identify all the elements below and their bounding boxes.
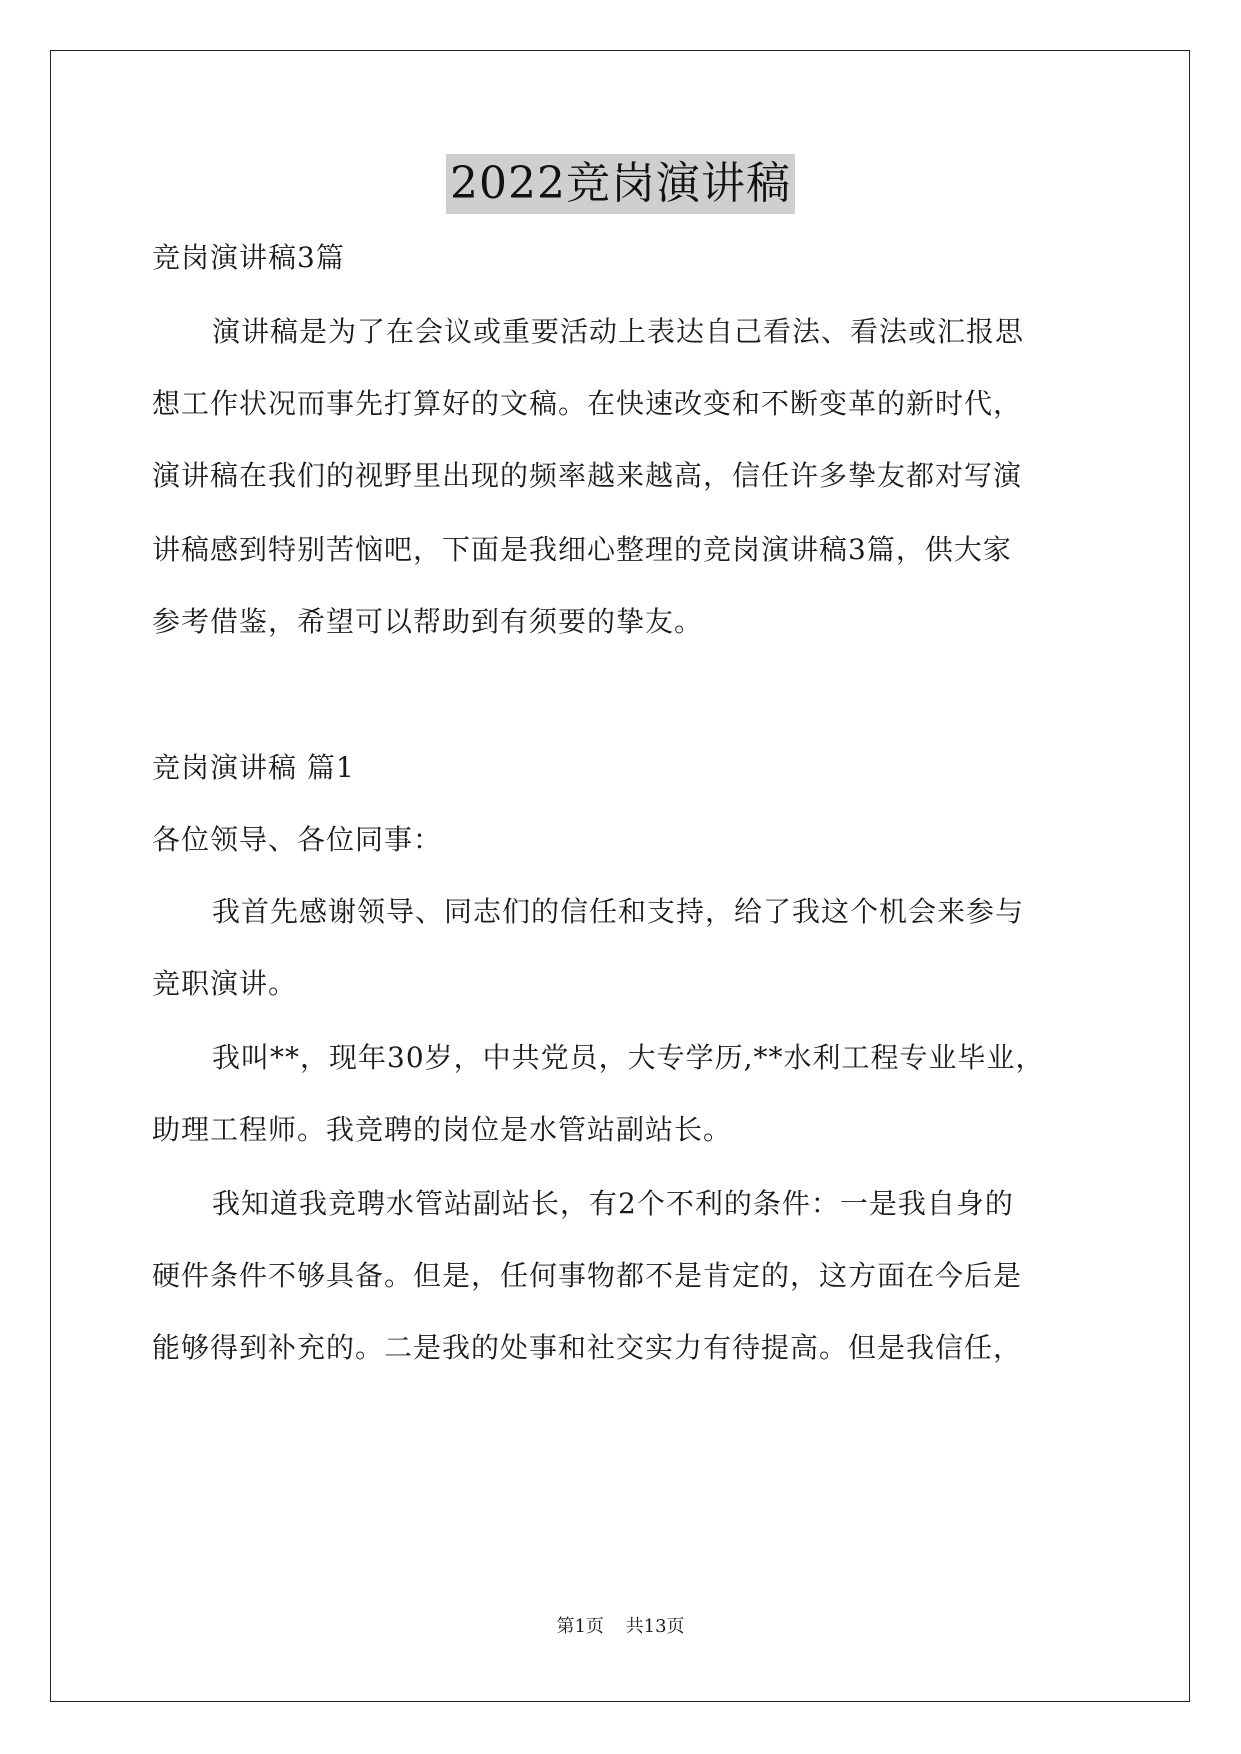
paragraph-line: 讲稿感到特别苦恼吧，下面是我细心整理的竞岗演讲稿3篇，供大家 bbox=[152, 533, 1012, 566]
paragraph-line: 参考借鉴，希望可以帮助到有须要的挚友。 bbox=[152, 605, 704, 638]
paragraph-line: 硬件条件不够具备。但是，任何事物都不是肯定的，这方面在今后是 bbox=[152, 1259, 1023, 1292]
paragraph-line: 演讲稿是为了在会议或重要活动上表达自己看法、看法或汇报思 bbox=[212, 315, 1025, 348]
paragraph-line: 我知道我竞聘水管站副站长，有2个不利的条件：一是我自身的 bbox=[212, 1187, 1014, 1220]
title-container bbox=[0, 154, 1241, 214]
page-number: 第1页 bbox=[556, 1616, 604, 1637]
paragraph-line: 想工作状况而事先打算好的文稿。在快速改变和不断变革的新时代， bbox=[152, 387, 1023, 420]
paragraph-line: 能够得到补充的。二是我的处事和社交实力有待提高。但是我信任， bbox=[152, 1331, 1023, 1364]
page-total: 共13页 bbox=[625, 1616, 685, 1637]
section-heading: 竞岗演讲稿 篇1 bbox=[152, 751, 355, 784]
page-footer bbox=[0, 1615, 1241, 1639]
paragraph-line: 助理工程师。我竞聘的岗位是水管站副站长。 bbox=[152, 1113, 733, 1146]
paragraph-line: 我叫**，现年30岁，中共党员，大专学历,**水利工程专业毕业， bbox=[212, 1041, 1045, 1074]
paragraph-line: 演讲稿在我们的视野里出现的频率越来越高，信任许多挚友都对写演 bbox=[152, 459, 1023, 492]
salutation-line: 各位领导、各位同事： bbox=[152, 823, 443, 856]
paragraph-line: 竞职演讲。 bbox=[152, 967, 298, 1000]
subtitle-line: 竞岗演讲稿3篇 bbox=[152, 241, 345, 274]
paragraph-line: 我首先感谢领导、同志们的信任和支持，给了我这个机会来参与 bbox=[212, 895, 1025, 928]
document-title: 2022竞岗演讲稿 bbox=[446, 154, 795, 214]
page-border bbox=[50, 50, 1190, 1702]
